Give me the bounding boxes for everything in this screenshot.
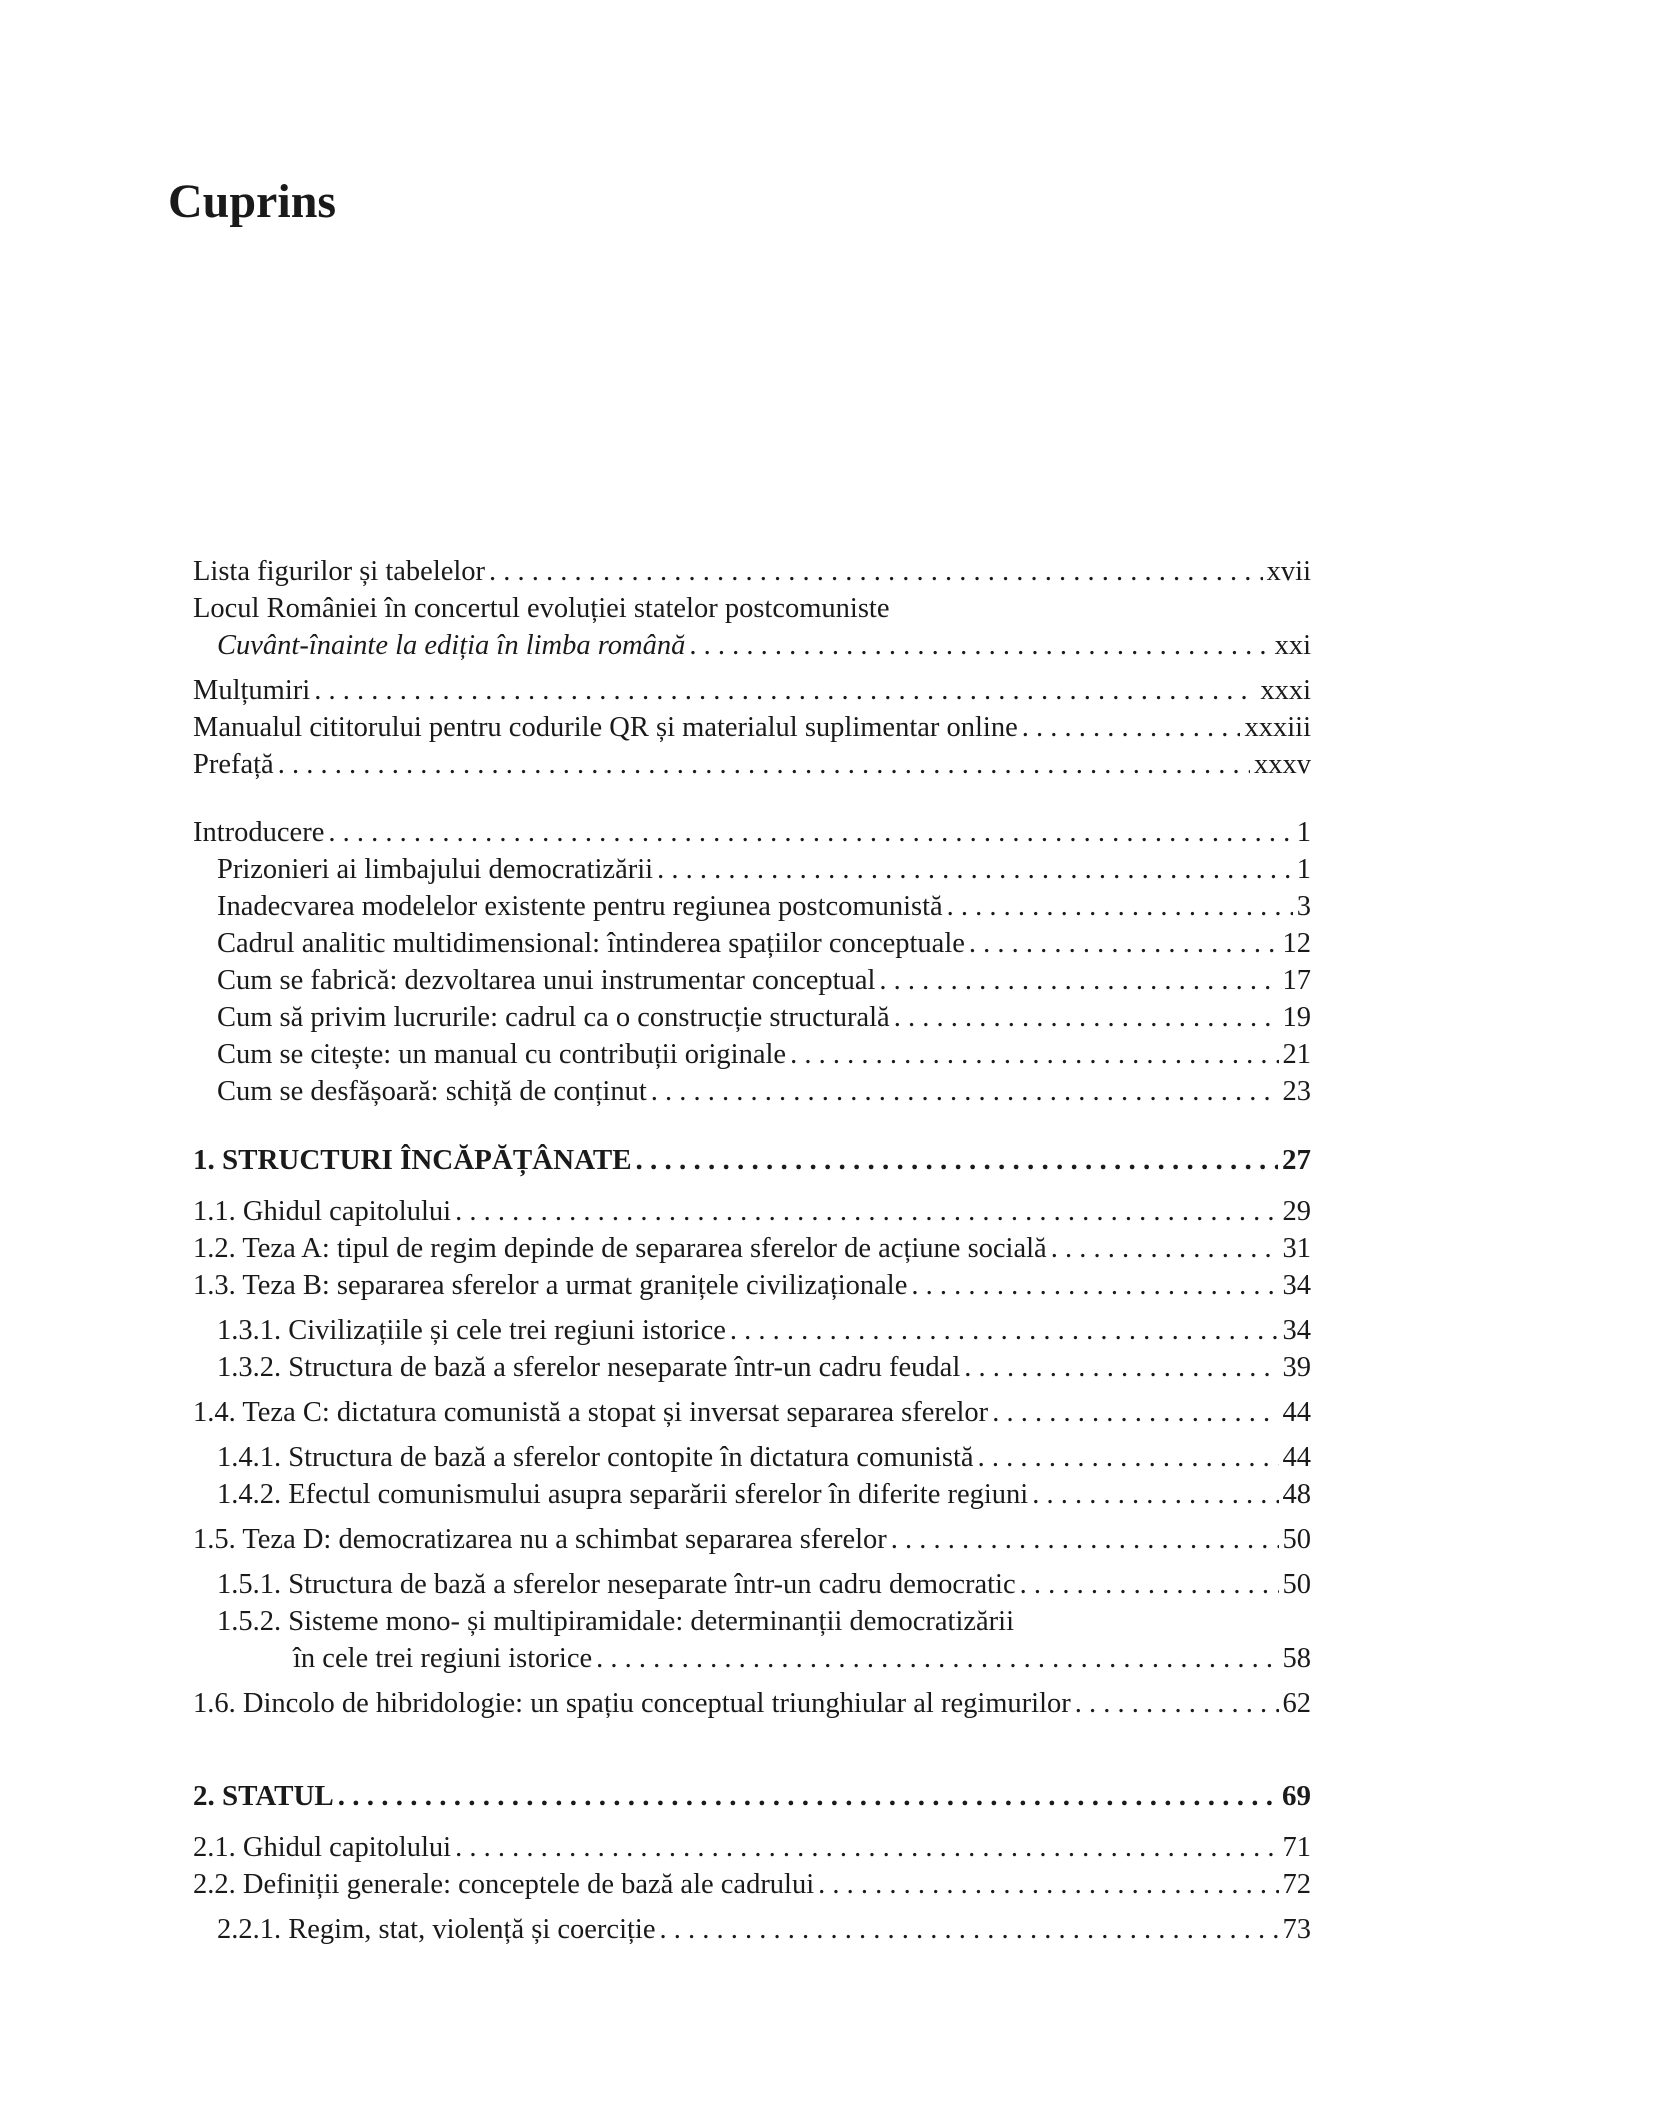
toc-entry-2-2[interactable] <box>193 1869 1311 1906</box>
toc-entry-1-4-1[interactable] <box>193 1442 1311 1479</box>
toc-entry-label: Inadecvarea modelelor existente pentru regiunea postcomunistă <box>217 891 943 922</box>
dot-leader <box>879 965 1278 997</box>
toc-entry-page: 1 <box>1296 854 1311 885</box>
toc-entry-page: 44 <box>1282 1397 1311 1428</box>
toc-entry-page: 1 <box>1296 817 1311 848</box>
toc-entry-label: 1.4. Teza C: dictatura comunistă a stopat și inversat separarea sferelor <box>193 1397 989 1428</box>
toc-entry-1-4-2[interactable] <box>193 1479 1311 1516</box>
dot-leader <box>636 1144 1278 1177</box>
toc-entry-inadecvarea[interactable] <box>193 891 1311 928</box>
toc-chapter-1[interactable] <box>193 1144 1311 1188</box>
toc-entry-label: Mulțumiri <box>193 675 311 706</box>
toc-entry-page: xxi <box>1274 630 1311 661</box>
toc-entry-page: 12 <box>1282 928 1311 959</box>
toc-chapter-label: 2. STATUL <box>193 1780 334 1812</box>
toc-chapter-page: 69 <box>1282 1780 1311 1812</box>
toc-entry-lista-figurilor[interactable] <box>193 556 1311 593</box>
toc-entry-page: 17 <box>1282 965 1311 996</box>
toc-entry-label: Cum se fabrică: dezvoltarea unui instrumentar conceptual <box>217 965 876 996</box>
toc-entry-label: Cum se citește: un manual cu contribuții originale <box>217 1039 787 1070</box>
toc-entry-page: 58 <box>1282 1643 1311 1674</box>
toc-entry-1-2[interactable] <box>193 1233 1311 1270</box>
toc-entry-multumiri[interactable] <box>193 675 1311 712</box>
toc-entry-label: 1.3. Teza B: separarea sferelor a urmat granițele civilizaționale <box>193 1270 908 1301</box>
dot-leader <box>1032 1479 1278 1511</box>
table-of-contents <box>193 556 1311 1951</box>
toc-entry-page: xxxv <box>1254 749 1311 780</box>
toc-chapter-page: 27 <box>1282 1144 1311 1176</box>
dot-leader <box>978 1442 1279 1474</box>
toc-entry-1-1[interactable] <box>193 1196 1311 1233</box>
toc-entry-label: 1.4.1. Structura de bază a sferelor contopite în dictatura comunistă <box>217 1442 974 1473</box>
dot-leader <box>689 630 1270 662</box>
toc-entry-1-3-2[interactable] <box>193 1352 1311 1389</box>
dot-leader <box>992 1397 1278 1429</box>
toc-entry-page: 48 <box>1282 1479 1311 1510</box>
toc-entry-label: 1.5.2. Sisteme mono- și multipiramidale: determinanții democratizării <box>217 1606 1015 1637</box>
dot-leader <box>964 1352 1278 1384</box>
dot-leader <box>891 1524 1279 1556</box>
dot-leader <box>328 817 1292 849</box>
toc-entry-cum-se-citeste[interactable] <box>193 1039 1311 1076</box>
toc-entry-1-3[interactable] <box>193 1270 1311 1307</box>
toc-entry-label: Manualul cititorului pentru codurile QR și materialul suplimentar online <box>193 712 1018 743</box>
toc-entry-label: Cum se desfășoară: schiță de conținut <box>217 1076 647 1107</box>
toc-entry-introducere[interactable] <box>193 817 1311 854</box>
toc-entry-page: xxxi <box>1260 675 1311 706</box>
toc-entry-label: Cuvânt-înainte la ediția în limba română <box>217 630 686 661</box>
toc-entry-page: xvii <box>1266 556 1311 587</box>
toc-entry-1-5[interactable] <box>193 1524 1311 1561</box>
toc-entry-page: 31 <box>1282 1233 1311 1264</box>
page-title: Cuprins <box>168 175 337 228</box>
toc-entry-manualul-cititorului[interactable] <box>193 712 1311 749</box>
toc-entry-page: 44 <box>1282 1442 1311 1473</box>
toc-entry-label: Prefață <box>193 749 274 780</box>
toc-entry-page: 23 <box>1282 1076 1311 1107</box>
toc-entry-1-4[interactable] <box>193 1397 1311 1434</box>
dot-leader <box>911 1270 1278 1302</box>
toc-entry-label: 2.2. Definiții generale: conceptele de bază ale cadrului <box>193 1869 815 1900</box>
toc-entry-page: 21 <box>1282 1039 1311 1070</box>
toc-entry-page: 62 <box>1282 1688 1311 1719</box>
toc-entry-label: 1.6. Dincolo de hibridologie: un spațiu conceptual triunghiular al regimurilor <box>193 1688 1071 1719</box>
toc-entry-page: 3 <box>1296 891 1311 922</box>
dot-leader <box>730 1315 1279 1347</box>
dot-leader <box>455 1832 1278 1864</box>
toc-entry-label: Cadrul analitic multidimensional: întinderea spațiilor conceptuale <box>217 928 965 959</box>
toc-entry-page: 50 <box>1282 1524 1311 1555</box>
dot-leader <box>278 749 1250 781</box>
dot-leader <box>969 928 1279 960</box>
toc-entry-1-5-2-continued[interactable] <box>193 1643 1311 1680</box>
toc-entry-cum-se-desfasoara[interactable] <box>193 1076 1311 1113</box>
toc-chapter-2[interactable] <box>193 1780 1311 1824</box>
toc-entry-label: 1.2. Teza A: tipul de regim depinde de separarea sferelor de acțiune socială <box>193 1233 1047 1264</box>
dot-leader <box>596 1643 1278 1675</box>
dot-leader <box>455 1196 1278 1228</box>
toc-entry-locul-romaniei[interactable] <box>193 593 1311 630</box>
dot-leader <box>489 556 1263 588</box>
toc-entry-cuvant-inainte[interactable] <box>193 630 1311 667</box>
toc-entry-label: 1.5.1. Structura de bază a sferelor neseparate într-un cadru democratic <box>217 1569 1016 1600</box>
dot-leader <box>1020 1569 1279 1601</box>
dot-leader <box>314 675 1256 707</box>
toc-entry-label: Introducere <box>193 817 325 848</box>
toc-entry-prizonieri[interactable] <box>193 854 1311 891</box>
dot-leader <box>818 1869 1278 1901</box>
toc-entry-page: 34 <box>1282 1315 1311 1346</box>
toc-entry-label: 2.2.1. Regim, stat, violență și coerciție <box>217 1914 656 1945</box>
dot-leader <box>659 1914 1278 1946</box>
toc-entry-label: 2.1. Ghidul capitolului <box>193 1832 452 1863</box>
toc-entry-cum-se-fabrica[interactable] <box>193 965 1311 1002</box>
toc-entry-label: Lista figurilor și tabelelor <box>193 556 486 587</box>
toc-entry-label: Cum să privim lucrurile: cadrul ca o construcție structurală <box>217 1002 890 1033</box>
toc-entry-cadrul-analitic[interactable] <box>193 928 1311 965</box>
dot-leader <box>894 1002 1279 1034</box>
toc-entry-label: 1.1. Ghidul capitolului <box>193 1196 452 1227</box>
toc-entry-1-5-2[interactable] <box>193 1606 1311 1643</box>
toc-entry-page: 29 <box>1282 1196 1311 1227</box>
toc-entry-1-5-1[interactable] <box>193 1569 1311 1606</box>
toc-entry-page: 34 <box>1282 1270 1311 1301</box>
toc-entry-label: 1.3.1. Civilizațiile și cele trei regiuni istorice <box>217 1315 726 1346</box>
toc-entry-2-2-1[interactable] <box>193 1914 1311 1951</box>
toc-entry-label: 1.5. Teza D: democratizarea nu a schimbat separarea sferelor <box>193 1524 887 1555</box>
dot-leader <box>651 1076 1279 1108</box>
toc-entry-label: în cele trei regiuni istorice <box>293 1643 593 1674</box>
toc-entry-page: 73 <box>1282 1914 1311 1945</box>
dot-leader <box>338 1780 1278 1813</box>
dot-leader <box>1075 1688 1279 1720</box>
toc-entry-label: Locul României în concertul evoluției statelor postcomuniste <box>193 593 890 624</box>
toc-entry-page: 39 <box>1282 1352 1311 1383</box>
toc-entry-label: 1.3.2. Structura de bază a sferelor neseparate într-un cadru feudal <box>217 1352 961 1383</box>
dot-leader <box>790 1039 1278 1071</box>
toc-chapter-label: 1. STRUCTURI ÎNCĂPĂȚÂNATE <box>193 1144 632 1176</box>
toc-entry-label: 1.4.2. Efectul comunismului asupra separării sferelor în diferite regiuni <box>217 1479 1029 1510</box>
toc-entry-page: 19 <box>1282 1002 1311 1033</box>
toc-entry-prefata[interactable] <box>193 749 1311 786</box>
dot-leader <box>1022 712 1241 744</box>
toc-entry-page: xxxiii <box>1244 712 1311 743</box>
toc-entry-page: 71 <box>1282 1832 1311 1863</box>
toc-entry-2-1[interactable] <box>193 1832 1311 1869</box>
dot-leader <box>657 854 1293 886</box>
toc-entry-1-3-1[interactable] <box>193 1315 1311 1352</box>
toc-entry-label: Prizonieri ai limbajului democratizării <box>217 854 654 885</box>
dot-leader <box>1051 1233 1279 1265</box>
toc-entry-cum-sa-privim[interactable] <box>193 1002 1311 1039</box>
dot-leader <box>947 891 1293 923</box>
toc-entry-page: 50 <box>1282 1569 1311 1600</box>
toc-entry-1-6[interactable] <box>193 1688 1311 1725</box>
toc-entry-page: 72 <box>1282 1869 1311 1900</box>
